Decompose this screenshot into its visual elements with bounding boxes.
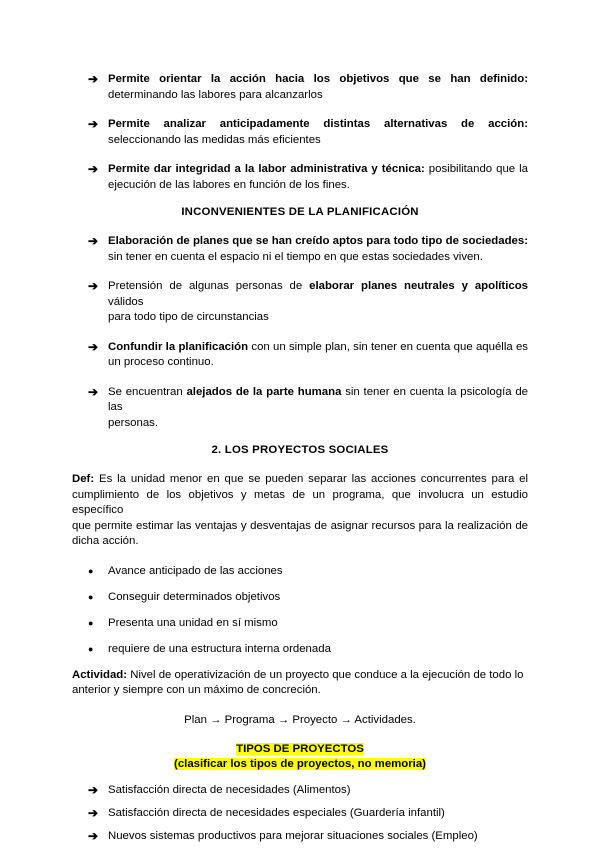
inconveniente-item: ➔ Confundir la planificación con un simple plan, sin tener en cuenta que aquélla es un proceso continuo. xyxy=(88,339,528,368)
advantage-item: ➔ Permite orientar la acción hacia los objetivos que se han definido: determinando las labores para alcanzarlos xyxy=(88,72,528,101)
section-heading: 2. LOS PROYECTOS SOCIALES xyxy=(211,444,389,456)
inconveniente-item: ➔ Se encuentran alejados de la parte humana sin tener en cuenta la psicología de las personas. xyxy=(88,384,529,429)
list-item: ● Presenta una unidad en sí mismo xyxy=(88,616,278,629)
advantage-item: ➔ Permite dar integridad a la labor administrativa y técnica: posibilitando que la ejecución de las labores en función de los fines. xyxy=(88,162,528,191)
inconveniente-item: ➔ Pretensión de algunas personas de elaborar planes neutrales y apolíticos válidos para todo tipo de circunstancias xyxy=(88,279,528,323)
list-item: ● Conseguir determinados objetivos xyxy=(88,590,281,603)
page-content xyxy=(72,72,528,844)
advantage-item: ➔ Permite analizar anticipadamente distintas alternativas de acción: seleccionando las medidas más eficientes xyxy=(88,117,528,146)
flow-line: Plan → Programa → Proyecto → Actividades. xyxy=(184,713,416,726)
bullet-icon: ● xyxy=(88,565,94,576)
bullet-icon: ● xyxy=(88,617,94,628)
arrow-icon: ➔ xyxy=(88,828,99,843)
arrow-icon: ➔ xyxy=(88,339,99,354)
list-item: ● Avance anticipado de las acciones xyxy=(88,564,283,577)
list-item: ● requiere de una estructura interna ordenada xyxy=(88,642,331,655)
arrow-icon: ➔ xyxy=(88,279,99,293)
bullet-icon: ● xyxy=(88,591,94,602)
inconveniente-item: ➔ Elaboración de planes que se han creído aptos para todo tipo de sociedades: sin tener en cuenta el espacio ni el tiempo en que estas sociedades viven. xyxy=(88,234,528,263)
tipo-item: ➔ Satisfacción directa de necesidades especiales (Guardería infantil) xyxy=(88,805,445,820)
actividad-paragraph: Actividad: Nivel de operativización de un proyecto que conduce a la ejecución de todo lo anterior y siempre con un máximo de concreción. xyxy=(72,668,524,696)
definition-paragraph: Def: Es la unidad menor en que se pueden separar las acciones concurrentes para el cumplimiento de los objetivos y metas de un programa, que involucra un estudio específico que permite estimar las ventajas y desventajas de asignar recursos para la realización de dicha acción. xyxy=(72,473,528,547)
arrow-icon: ➔ xyxy=(88,384,99,399)
tipos-heading: TIPOS DE PROYECTOS (clasificar los tipos de proyectos, no memoria) xyxy=(174,742,426,770)
arrow-icon: ➔ xyxy=(88,234,99,248)
arrow-icon: ➔ xyxy=(88,805,99,820)
bullet-icon: ● xyxy=(88,643,94,654)
tipo-item: ➔ Nuevos sistemas productivos para mejorar situaciones sociales (Empleo) xyxy=(88,828,478,843)
section-heading: INCONVENIENTES DE LA PLANIFICACIÓN xyxy=(181,206,419,218)
arrow-icon: ➔ xyxy=(88,782,99,797)
arrow-icon: ➔ xyxy=(88,117,99,131)
tipo-item: ➔ Satisfacción directa de necesidades (Alimentos) xyxy=(88,782,351,797)
arrow-icon: ➔ xyxy=(88,162,99,176)
arrow-icon: ➔ xyxy=(88,72,99,86)
